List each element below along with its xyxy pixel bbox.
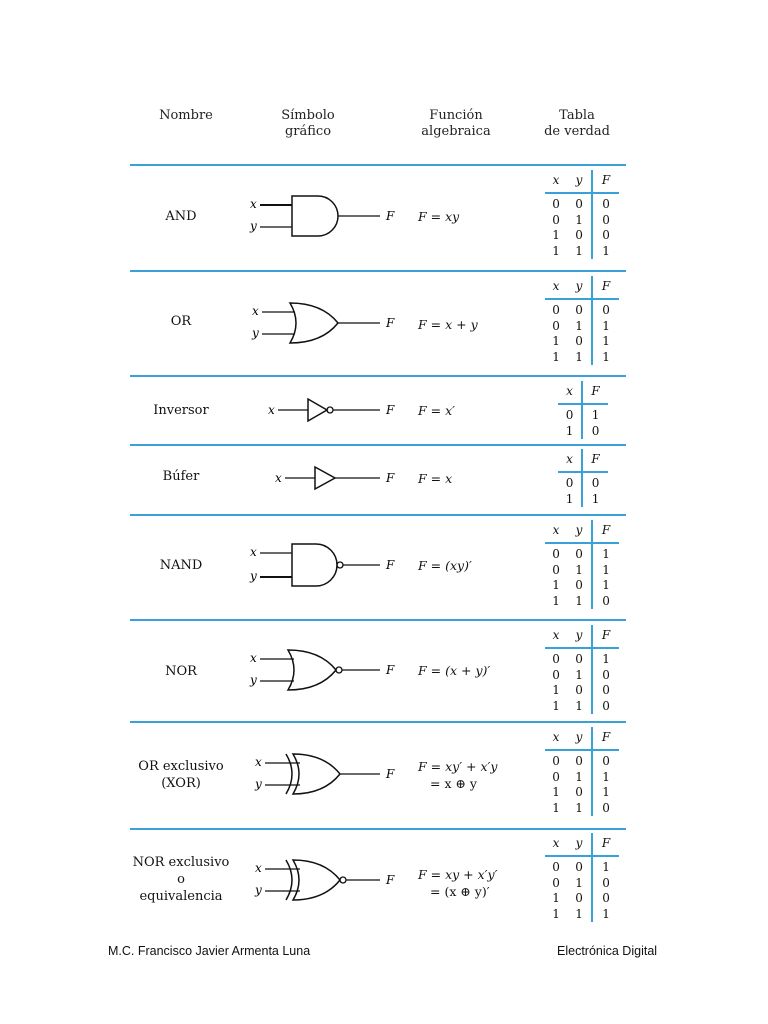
- cell: 0: [565, 408, 574, 422]
- cell: 1: [575, 562, 583, 577]
- cell: 1: [575, 593, 583, 608]
- or-gate-symbol: [240, 293, 410, 353]
- buffer-gate-symbol: [240, 458, 410, 498]
- gate-name-or: [121, 313, 241, 330]
- header-function-line1: Función: [429, 108, 483, 123]
- table-row: [545, 543, 619, 563]
- header-table: [530, 108, 624, 140]
- input-x-label: x: [268, 403, 275, 417]
- cell: 0: [575, 683, 583, 697]
- function-line: = (x ⊕ y)′: [430, 884, 490, 899]
- table-row: [545, 856, 619, 876]
- input-y-label: y: [255, 883, 262, 897]
- cell: 1: [565, 491, 574, 506]
- cell: 0: [552, 860, 560, 874]
- gate-name-line: OR: [170, 314, 192, 329]
- cell: 0: [592, 699, 619, 715]
- gate-name-nor: [121, 663, 241, 680]
- input-y-label: y: [250, 569, 257, 583]
- table-row: [545, 299, 619, 319]
- header-function-line2: algebraica: [421, 124, 491, 139]
- col-header: y: [567, 170, 592, 193]
- col-header: F: [582, 449, 608, 472]
- inverter-gate-symbol: [240, 390, 410, 430]
- cell: 0: [575, 303, 583, 317]
- cell: 1: [592, 319, 619, 335]
- truth-table-nor: [545, 625, 619, 714]
- cell: 1: [592, 578, 619, 594]
- cell: 1: [575, 243, 583, 258]
- header-name: [140, 108, 232, 124]
- header-symbol-line2: gráfico: [284, 124, 332, 139]
- cell: 0: [552, 547, 560, 561]
- cell: 1: [552, 593, 560, 608]
- cell: 1: [592, 907, 619, 923]
- header-symbol: [262, 108, 354, 140]
- gate-name-xnor: [121, 854, 241, 905]
- nand-gate-symbol: [240, 534, 410, 594]
- col-header: x: [545, 727, 567, 750]
- col-header: y: [567, 833, 592, 856]
- cell: 1: [552, 578, 560, 592]
- cell: 1: [575, 769, 583, 784]
- cell: 1: [552, 349, 560, 364]
- table-row: [545, 193, 619, 213]
- cell: 0: [575, 785, 583, 799]
- col-header: F: [592, 520, 619, 543]
- cell: 1: [592, 334, 619, 350]
- row-separator: [130, 164, 626, 166]
- truth-table-and: [545, 170, 619, 259]
- input-x-label: x: [255, 861, 262, 875]
- cell: 1: [552, 785, 560, 799]
- cell: 1: [552, 698, 560, 713]
- input-x-label: x: [250, 545, 257, 559]
- function-buffer: [418, 470, 452, 487]
- function-line: = x ⊕ y: [430, 776, 477, 791]
- truth-table-inverter: [558, 381, 608, 439]
- header-table-line2: de verdad: [544, 124, 610, 139]
- cell: 0: [592, 594, 619, 610]
- cell: 0: [592, 801, 619, 817]
- cell: 0: [552, 197, 560, 211]
- cell: 0: [552, 754, 560, 768]
- function-line: F = x: [418, 471, 453, 486]
- table-row: [545, 801, 619, 817]
- input-y-label: y: [250, 673, 257, 687]
- input-x-label: x: [252, 304, 259, 318]
- cell: 0: [592, 193, 619, 213]
- function-inverter: [418, 402, 455, 419]
- truth-table-nand: [545, 520, 619, 609]
- table-row: [545, 319, 619, 335]
- cell: 0: [552, 562, 560, 577]
- cell: 0: [592, 891, 619, 907]
- cell: 0: [592, 750, 619, 770]
- cell: 1: [552, 683, 560, 697]
- cell: 0: [575, 228, 583, 242]
- cell: 0: [552, 769, 560, 784]
- col-header: y: [567, 727, 592, 750]
- input-x-label: x: [250, 651, 257, 665]
- cell: 1: [565, 423, 574, 438]
- truth-table-or: [545, 276, 619, 365]
- col-header: x: [545, 625, 567, 648]
- output-f-label: F: [386, 403, 395, 417]
- table-row: [545, 228, 619, 244]
- cell: 0: [552, 318, 560, 333]
- footer-subject: Electrónica Digital: [557, 944, 658, 958]
- input-y-label: y: [255, 777, 262, 791]
- gate-name-line: NOR exclusivo: [132, 855, 230, 870]
- gate-name-line: NAND: [159, 558, 203, 573]
- table-row: [545, 683, 619, 699]
- gate-name-line: equivalencia: [139, 889, 223, 904]
- row-separator: [130, 514, 626, 516]
- cell: 1: [575, 667, 583, 682]
- table-row: [545, 563, 619, 579]
- cell: 1: [575, 875, 583, 890]
- function-nor: [418, 662, 490, 679]
- cell: 1: [592, 856, 619, 876]
- row-separator: [130, 828, 626, 830]
- function-line: F = x + y: [418, 317, 478, 332]
- col-header: x: [545, 170, 567, 193]
- function-line: F = x′: [418, 403, 455, 418]
- cell: 0: [575, 547, 583, 561]
- cell: 1: [592, 785, 619, 801]
- header-symbol-line1: Símbolo: [281, 108, 335, 123]
- function-line: F = xy: [418, 209, 460, 224]
- function-and: [418, 208, 459, 225]
- cell: 0: [575, 652, 583, 666]
- table-row: [545, 785, 619, 801]
- nor-gate-symbol: [240, 640, 410, 700]
- gate-name-line: Inversor: [153, 403, 209, 418]
- col-header: F: [592, 625, 619, 648]
- input-y-label: y: [250, 219, 257, 233]
- table-row: [545, 668, 619, 684]
- cell: 1: [575, 318, 583, 333]
- cell: 1: [575, 212, 583, 227]
- gate-name-buffer: [121, 468, 241, 485]
- gate-name-inverter: [121, 402, 241, 419]
- output-f-label: F: [386, 471, 395, 485]
- table-row: [545, 648, 619, 668]
- input-x-label: x: [255, 755, 262, 769]
- cell: 1: [552, 906, 560, 921]
- table-row: [545, 907, 619, 923]
- cell: 1: [552, 243, 560, 258]
- table-row: [558, 424, 608, 440]
- output-f-label: F: [386, 767, 395, 781]
- cell: 0: [552, 303, 560, 317]
- cell: 1: [552, 228, 560, 242]
- col-header: F: [592, 833, 619, 856]
- cell: 1: [552, 891, 560, 905]
- cell: 0: [575, 197, 583, 211]
- cell: 0: [592, 683, 619, 699]
- row-separator: [130, 721, 626, 723]
- function-line: F = xy′ + x′y: [418, 759, 498, 774]
- cell: 0: [592, 213, 619, 229]
- table-row: [545, 594, 619, 610]
- function-xor: [418, 758, 497, 792]
- cell: 1: [575, 906, 583, 921]
- function-line: F = (xy)′: [418, 558, 472, 573]
- table-row: [558, 492, 608, 508]
- input-y-label: y: [252, 326, 259, 340]
- table-row: [545, 213, 619, 229]
- truth-table-xor: [545, 727, 619, 816]
- cell: 0: [575, 578, 583, 592]
- table-row: [545, 699, 619, 715]
- col-header: F: [582, 381, 608, 404]
- cell: 0: [592, 299, 619, 319]
- header-function: [404, 108, 508, 140]
- truth-table-xnor: [545, 833, 619, 922]
- cell: 0: [575, 891, 583, 905]
- cell: 1: [592, 350, 619, 366]
- col-header: x: [558, 381, 582, 404]
- footer-author: M.C. Francisco Javier Armenta Luna: [108, 944, 311, 958]
- table-row: [545, 770, 619, 786]
- row-separator: [130, 444, 626, 446]
- cell: 0: [582, 424, 608, 440]
- output-f-label: F: [386, 316, 395, 330]
- output-f-label: F: [386, 873, 395, 887]
- cell: 0: [592, 668, 619, 684]
- table-row: [558, 404, 608, 424]
- function-line: F = (x + y)′: [418, 663, 491, 678]
- col-header: F: [592, 276, 619, 299]
- gate-name-line: Búfer: [162, 469, 200, 484]
- table-row: [558, 472, 608, 492]
- cell: 0: [575, 754, 583, 768]
- cell: 0: [575, 334, 583, 348]
- function-nand: [418, 557, 472, 574]
- cell: 0: [552, 212, 560, 227]
- cell: 1: [592, 543, 619, 563]
- gate-name-line: OR exclusivo: [138, 759, 224, 774]
- gate-name-and: [121, 208, 241, 225]
- row-separator: [130, 270, 626, 272]
- cell: 0: [552, 667, 560, 682]
- col-header: x: [545, 276, 567, 299]
- cell: 0: [565, 476, 574, 490]
- table-row: [545, 334, 619, 350]
- cell: 0: [582, 472, 608, 492]
- cell: 1: [592, 244, 619, 260]
- cell: 1: [552, 800, 560, 815]
- cell: 1: [582, 492, 608, 508]
- cell: 1: [592, 770, 619, 786]
- function-or: [418, 316, 478, 333]
- table-row: [545, 891, 619, 907]
- cell: 1: [592, 648, 619, 668]
- xor-gate-symbol: [240, 744, 410, 804]
- xnor-gate-symbol: [240, 850, 410, 910]
- col-header: y: [567, 625, 592, 648]
- table-row: [545, 750, 619, 770]
- col-header: x: [558, 449, 582, 472]
- cell: 1: [575, 349, 583, 364]
- cell: 0: [592, 228, 619, 244]
- col-header: F: [592, 727, 619, 750]
- truth-table-buffer: [558, 449, 608, 507]
- input-x-label: x: [250, 197, 257, 211]
- cell: 0: [592, 876, 619, 892]
- header-name-text: Nombre: [159, 108, 213, 123]
- output-f-label: F: [386, 558, 395, 572]
- header-table-line1: Tabla: [559, 108, 595, 123]
- cell: 0: [552, 875, 560, 890]
- gate-name-line: AND: [165, 209, 197, 224]
- cell: 1: [575, 698, 583, 713]
- row-separator: [130, 375, 626, 377]
- table-row: [545, 876, 619, 892]
- table-row: [545, 244, 619, 260]
- function-line: F = xy + x′y′: [418, 867, 498, 882]
- table-row: [545, 350, 619, 366]
- col-header: y: [567, 520, 592, 543]
- col-header: y: [567, 276, 592, 299]
- cell: 0: [575, 860, 583, 874]
- output-f-label: F: [386, 209, 395, 223]
- cell: 1: [592, 563, 619, 579]
- cell: 1: [575, 800, 583, 815]
- col-header: x: [545, 520, 567, 543]
- col-header: F: [592, 170, 619, 193]
- gate-name-nand: [121, 557, 241, 574]
- and-gate-symbol: [240, 186, 410, 246]
- gate-name-line: o: [177, 872, 185, 887]
- row-separator: [130, 619, 626, 621]
- col-header: x: [545, 833, 567, 856]
- output-f-label: F: [386, 663, 395, 677]
- cell: 1: [552, 334, 560, 348]
- gate-name-line: (XOR): [161, 776, 201, 791]
- input-x-label: x: [275, 471, 282, 485]
- gate-name-xor: [121, 758, 241, 792]
- cell: 0: [552, 652, 560, 666]
- function-xnor: [418, 866, 497, 900]
- cell: 1: [582, 404, 608, 424]
- table-row: [545, 578, 619, 594]
- gate-name-line: NOR: [165, 664, 197, 679]
